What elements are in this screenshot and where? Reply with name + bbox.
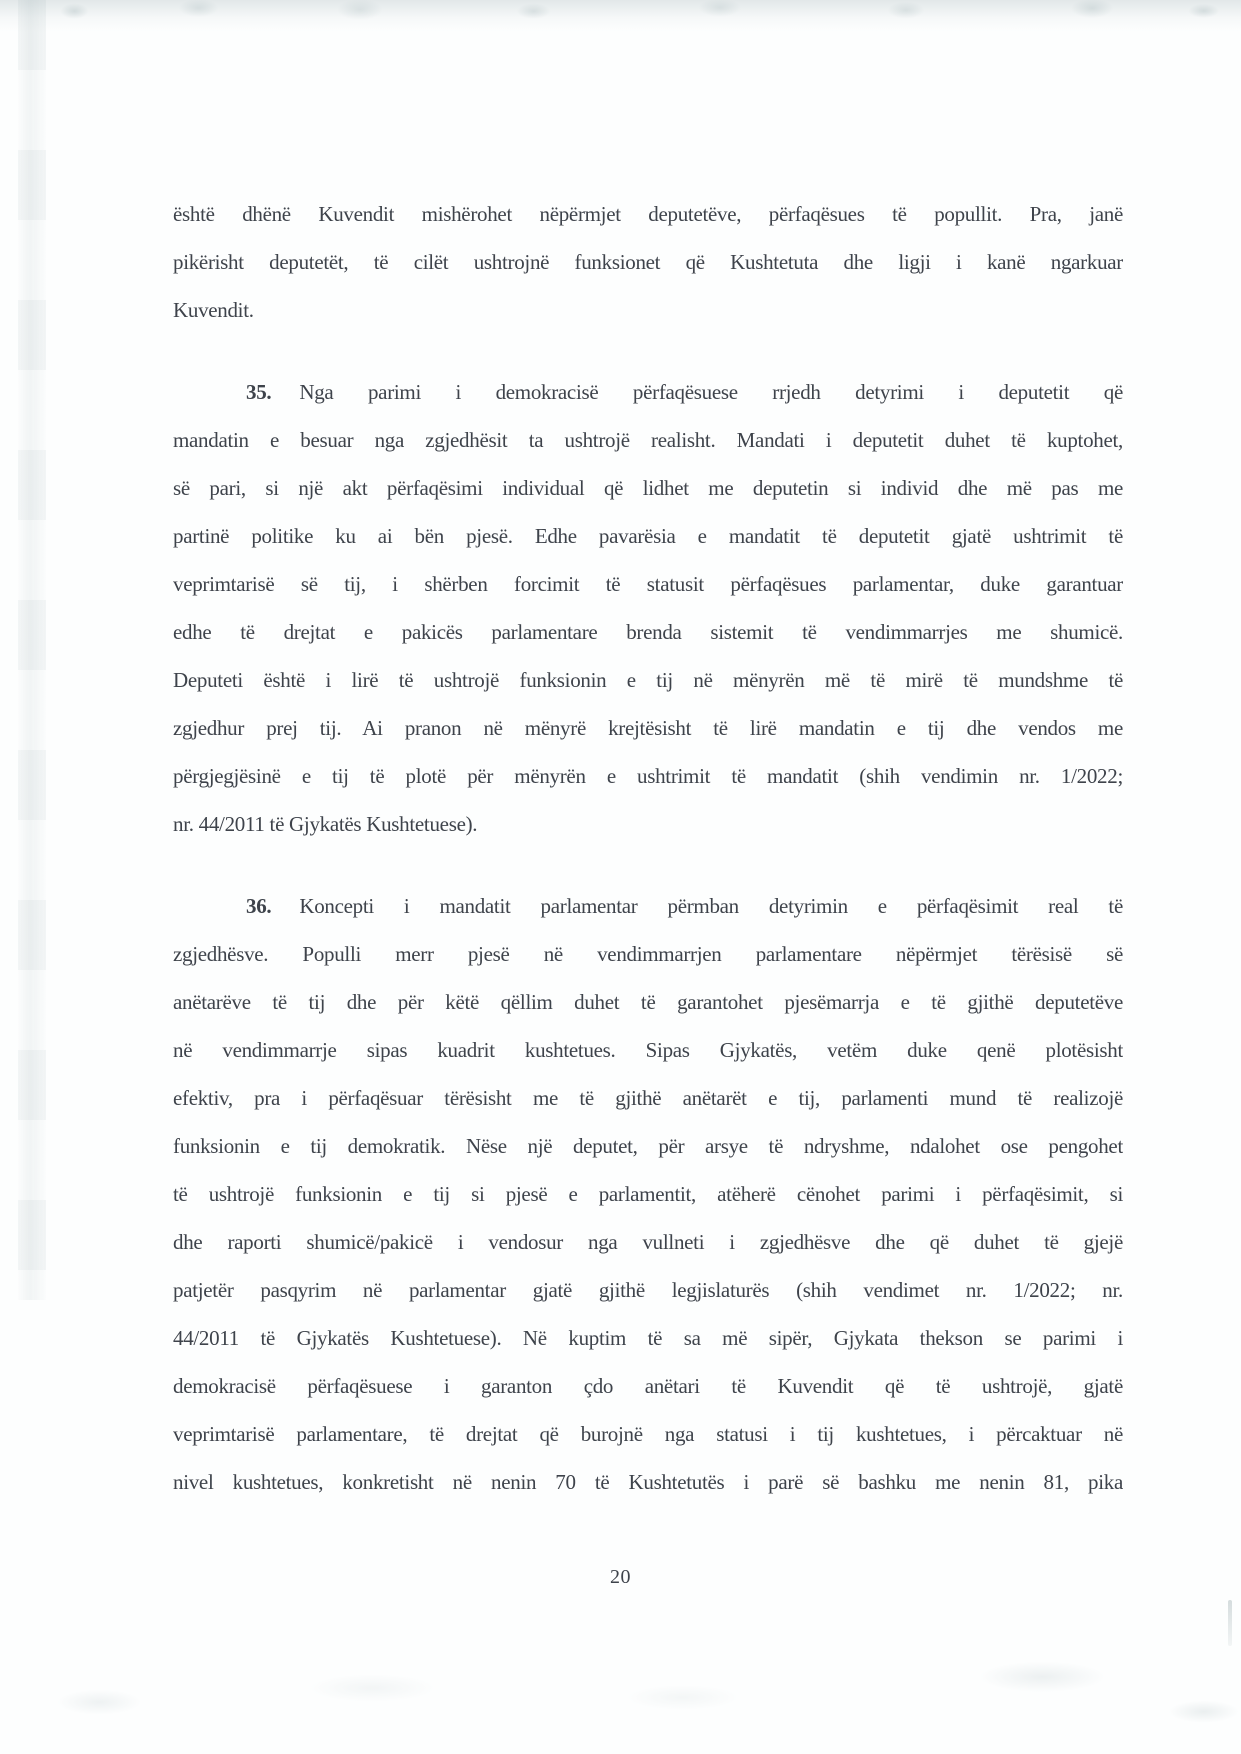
paragraph-continuation (173, 190, 1123, 334)
text-line: mandatin e besuar nga zgjedhësit ta ushtrojë realisht. Mandati i deputetit duhet të kuptohet, (173, 428, 1123, 452)
text-line: anëtarëve të tij dhe për këtë qëllim duhet të garantohet pjesëmarrja e të gjithë deputetëve (173, 990, 1123, 1014)
text-line: të ushtrojë funksionin e tij si pjesë e parlamentit, atëherë cënohet parimi i përfaqësimit, si (173, 1182, 1123, 1206)
text-line: patjetër pasqyrim në parlamentar gjatë gjithë legjislaturës (shih vendimet nr. 1/2022; nr. (173, 1278, 1123, 1302)
text-line: 36. Koncepti i mandatit parlamentar përmban detyrimin e përfaqësimit real të (246, 894, 1123, 918)
text-line: 44/2011 të Gjykatës Kushtetuese). Në kuptim të sa më sipër, Gjykata thekson se parimi i (173, 1326, 1123, 1350)
text-line: nr. 44/2011 të Gjykatës Kushtetuese). (173, 812, 478, 836)
text-line: në vendimmarrje sipas kuadrit kushtetues. Sipas Gjykatës, vetëm duke qenë plotësisht (173, 1038, 1123, 1062)
text-line: funksionin e tij demokratik. Nëse një deputet, për arsye të ndryshme, ndalohet ose pengohet (173, 1134, 1123, 1158)
text-line: nivel kushtetues, konkretisht në nenin 70 të Kushtetutës i parë së bashku me nenin 81, pika (173, 1470, 1123, 1494)
document-body (173, 190, 1123, 1506)
scan-artifact-bottom-edge (0, 1660, 1241, 1754)
text-line: veprimtarisë parlamentare, të drejtat që burojnë nga statusi i tij kushtetues, i përcaktuar në (173, 1422, 1123, 1446)
text-line: efektiv, pra i përfaqësuar tërësisht me të gjithë anëtarët e tij, parlamenti mund të realizojë (173, 1086, 1123, 1110)
text-line: 35. Nga parimi i demokracisë përfaqësuese rrjedh detyrimi i deputetit që (246, 380, 1123, 404)
text-line: Deputeti është i lirë të ushtrojë funksionin e tij në mënyrën më të mirë të mundshme të (173, 668, 1123, 692)
paragraph-number: 36. (246, 894, 272, 918)
text-line: së pari, si një akt përfaqësimi individual që lidhet me deputetin si individ dhe më pas me (173, 476, 1123, 500)
text-line: është dhënë Kuvendit mishërohet nëpërmjet deputetëve, përfaqësues të popullit. Pra, janë (173, 202, 1123, 226)
text-line: edhe të drejtat e pakicës parlamentare brenda sistemit të vendimmarrjes me shumicë. (173, 620, 1123, 644)
text-line: pikërisht deputetët, të cilët ushtrojnë funksionet që Kushtetuta dhe ligji i kanë ngarkuar (173, 250, 1123, 274)
text-line: përgjegjësinë e tij të plotë për mënyrën e ushtrimit të mandatit (shih vendimin nr. 1/2022; (173, 764, 1123, 788)
text-line: zgjedhur prej tij. Ai pranon në mënyrë krejtësisht të lirë mandatin e tij dhe vendos me (173, 716, 1123, 740)
text-line: zgjedhësve. Populli merr pjesë në vendimmarrjen parlamentare nëpërmjet tërësisë së (173, 942, 1123, 966)
page-number: 20 (610, 1566, 631, 1588)
text-line: dhe raporti shumicë/pakicë i vendosur nga vullneti i zgjedhësve dhe që duhet të gjejë (173, 1230, 1123, 1254)
scan-artifact-top-edge (0, 0, 1241, 32)
paragraph-35 (173, 368, 1123, 848)
text-line: Kuvendit. (173, 298, 254, 322)
text-line: demokracisë përfaqësuese i garanton çdo anëtari të Kuvendit që të ushtrojë, gjatë (173, 1374, 1123, 1398)
text-line: partinë politike ku ai bën pjesë. Edhe pavarësia e mandatit të deputetit gjatë ushtrimit të (173, 524, 1123, 548)
scan-artifact-left-edge (18, 0, 46, 1300)
paragraph-36 (173, 882, 1123, 1506)
paragraph-number: 35. (246, 380, 272, 404)
scan-artifact-right-mark (1228, 1600, 1232, 1646)
text-line: veprimtarisë së tij, i shërben forcimit të statusit përfaqësues parlamentar, duke garantuar (173, 572, 1123, 596)
